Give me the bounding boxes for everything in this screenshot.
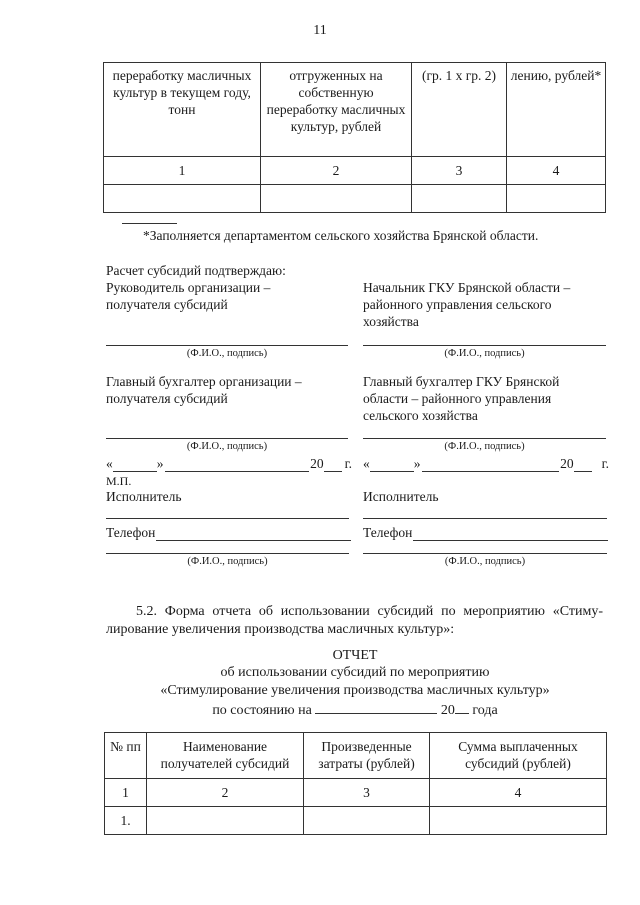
report-table-number: 1 — [105, 779, 147, 807]
right-manager-signature-line[interactable] — [363, 345, 606, 346]
right-date-row[interactable] — [363, 455, 609, 472]
report-table-number: 2 — [147, 779, 304, 807]
report-table-row-number: 1. — [105, 807, 147, 835]
report-table-header: Наименование получателей субсидий — [147, 733, 304, 779]
right-year-prefix: 20 — [560, 456, 574, 471]
report-year-blank[interactable] — [455, 700, 469, 714]
signature-caption: (Ф.И.О., подпись) — [444, 348, 525, 359]
right-year-blank[interactable] — [574, 458, 592, 472]
left-manager-signature-line[interactable] — [106, 345, 348, 346]
top-table-number: 1 — [104, 157, 261, 185]
quote-close: » — [413, 456, 421, 471]
signature-caption: (Ф.И.О., подпись) — [444, 441, 525, 452]
left-phone-row[interactable] — [106, 524, 352, 541]
top-table-header: лению, рублей* — [507, 63, 606, 157]
signature-caption: (Ф.И.О., подпись) — [186, 348, 268, 359]
report-date-row[interactable] — [100, 700, 610, 720]
top-table-header: переработку масличных культур в текущем году, тонн — [104, 63, 261, 157]
quote-open: « — [363, 456, 370, 471]
report-table-header: № пп — [105, 733, 147, 779]
report-title: ОТЧЕТ — [332, 648, 378, 663]
quote-close: » — [156, 456, 164, 471]
left-executor-label: Исполнитель — [106, 489, 182, 504]
top-table-cell — [412, 185, 507, 213]
report-table — [104, 732, 607, 835]
right-executor-signature-line[interactable] — [363, 553, 607, 554]
seal-label: М.П. — [106, 474, 132, 488]
top-table-cell — [507, 185, 606, 213]
report-table-cell[interactable] — [430, 807, 607, 835]
report-table-cell[interactable] — [304, 807, 430, 835]
report-subtitle-2: «Стимулирование увеличения производства масличных культур» — [160, 683, 550, 698]
left-manager-title: Руководитель организации – получателя субсидий — [106, 280, 271, 312]
signature-caption: (Ф.И.О., подпись) — [187, 556, 268, 567]
section-heading: 5.2. Форма отчета об использовании субсидий по мероприятию «Стимулирование увеличения производства масличных культур»: — [106, 604, 603, 637]
right-phone-label: Телефон — [363, 525, 413, 540]
right-day-blank[interactable] — [370, 458, 414, 472]
report-table-header: Сумма выплаченных субсидий (рублей) — [430, 733, 607, 779]
right-phone-blank[interactable] — [413, 527, 608, 541]
left-accountant-signature-line[interactable] — [106, 438, 348, 439]
page-number: 11 — [313, 23, 327, 38]
report-date-prefix: по состоянию на — [212, 703, 312, 718]
top-table-cell — [261, 185, 412, 213]
right-phone-row[interactable] — [363, 524, 609, 541]
report-date-suffix: года — [472, 703, 498, 718]
left-month-blank[interactable] — [165, 458, 310, 472]
top-table-number: 3 — [412, 157, 507, 185]
report-date-year: 20 — [440, 703, 455, 718]
top-table-header: отгруженных на собственную переработку масличных культур, рублей — [261, 63, 412, 157]
top-table-number: 4 — [507, 157, 606, 185]
report-date-blank[interactable] — [315, 700, 437, 714]
left-phone-blank[interactable] — [156, 527, 351, 541]
left-executor-line[interactable] — [106, 518, 349, 519]
report-subtitle-1: об использовании субсидий по мероприятию — [220, 665, 490, 680]
right-year-unit: г. — [601, 456, 609, 471]
left-day-blank[interactable] — [113, 458, 157, 472]
quote-open: « — [106, 456, 113, 471]
top-table-number: 2 — [261, 157, 412, 185]
left-year-blank[interactable] — [324, 458, 342, 472]
report-table-cell[interactable] — [147, 807, 304, 835]
top-table — [103, 62, 606, 213]
signature-caption: (Ф.И.О., подпись) — [186, 441, 268, 452]
left-executor-signature-line[interactable] — [106, 553, 349, 554]
signature-caption: (Ф.И.О., подпись) — [444, 556, 526, 567]
report-table-number: 4 — [430, 779, 607, 807]
right-executor-line[interactable] — [363, 518, 607, 519]
left-accountant-title: Главный бухгалтер организации – получателя субсидий — [106, 374, 302, 406]
left-year-prefix: 20 — [310, 456, 324, 471]
right-manager-title: Начальник ГКУ Брянской области – районного управления сельского хозяйства — [363, 280, 571, 329]
footnote: *Заполняется департаментом сельского хозяйства Брянской области. — [143, 228, 539, 243]
footnote-rule — [122, 223, 177, 224]
right-executor-label: Исполнитель — [363, 489, 439, 504]
right-month-blank[interactable] — [422, 458, 560, 472]
report-table-header: Произведенные затраты (рублей) — [304, 733, 430, 779]
confirm-label: Расчет субсидий подтверждаю: — [106, 263, 286, 278]
right-accountant-title: Главный бухгалтер ГКУ Брянской области – районного управления сельского хозяйства — [363, 374, 560, 423]
left-date-row[interactable] — [106, 455, 352, 472]
top-table-cell — [104, 185, 261, 213]
right-accountant-signature-line[interactable] — [363, 438, 606, 439]
left-year-unit: г. — [344, 456, 352, 471]
report-table-number: 3 — [304, 779, 430, 807]
left-phone-label: Телефон — [106, 525, 156, 540]
top-table-header: (гр. 1 х гр. 2) — [412, 63, 507, 157]
